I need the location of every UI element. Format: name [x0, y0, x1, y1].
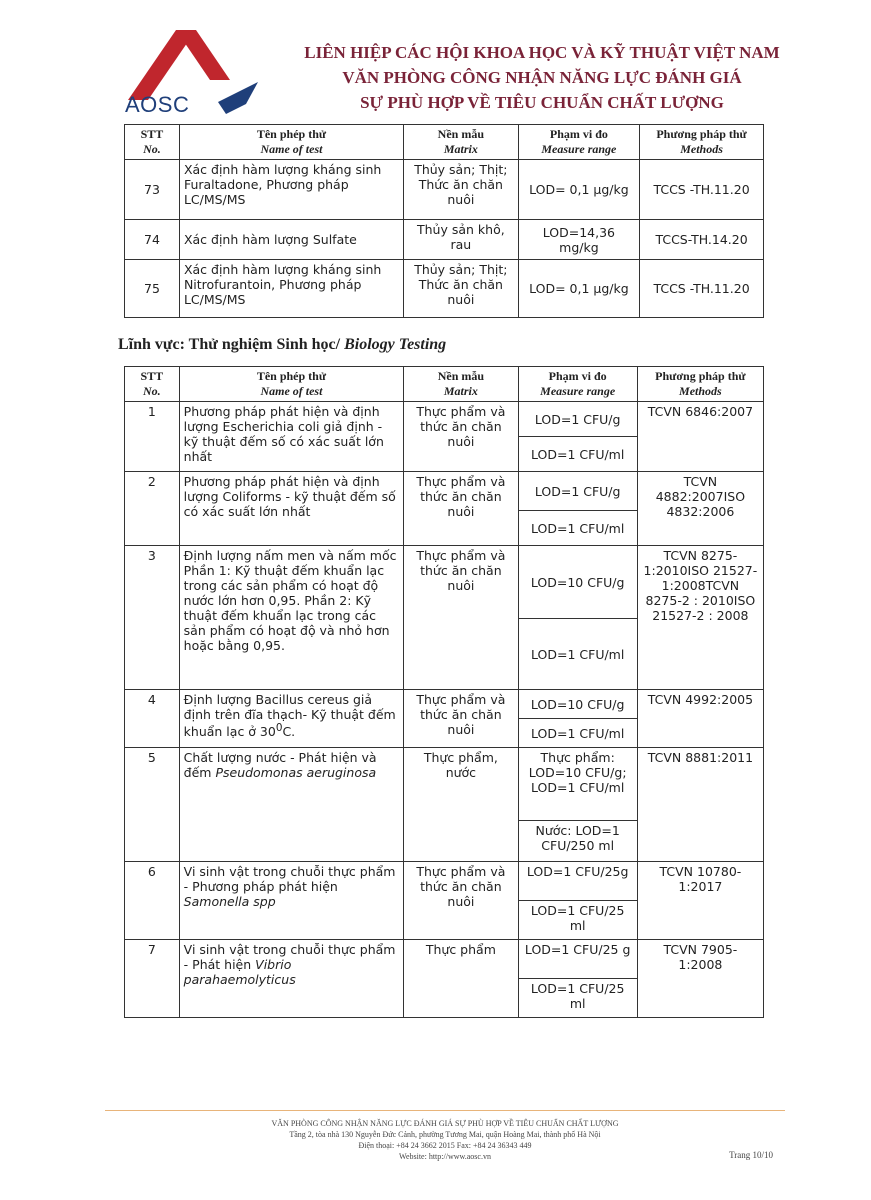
table-cell: Xác định hàm lượng kháng sinh Furaltadone, Phương pháp LC/MS/MS [179, 160, 403, 220]
table-cell: LOD=10 CFU/g [518, 546, 637, 619]
header-method: Phương pháp thử Methods [640, 125, 764, 160]
logo-text: AOSC [125, 92, 190, 117]
table-cell: TCVN 4882:2007ISO 4832:2006 [637, 472, 763, 546]
org-line-2: VĂN PHÒNG CÔNG NHẬN NĂNG LỰC ĐÁNH GIÁ [342, 68, 742, 87]
table-cell: 3 [125, 546, 180, 690]
table-cell: 73 [125, 160, 180, 220]
section-title: Lĩnh vực: Thử nghiệm Sinh học/ Biology Testing [118, 336, 447, 353]
footer-website: Website: http://www.aosc.vn [399, 1152, 491, 1161]
table-cell: LOD=1 CFU/ml [518, 511, 637, 546]
table-cell: LOD=1 CFU/ml [518, 619, 637, 690]
table-cell: Xác định hàm lượng Sulfate [179, 220, 403, 260]
table-cell: LOD=14,36 mg/kg [518, 220, 639, 260]
table-row [125, 160, 764, 220]
table-cell: Thực phẩm [404, 940, 518, 1018]
table-cell: Thực phẩm, nước [404, 748, 518, 862]
table-row [125, 220, 764, 260]
table-chemistry [124, 124, 764, 318]
header-range: Phạm vi đo Measure range [518, 367, 637, 402]
table-cell: 7 [125, 940, 180, 1018]
table-cell: LOD=1 CFU/25 g [518, 940, 637, 979]
table-cell: Phương pháp phát hiện và định lượng Coliforms - kỹ thuật đếm số có xác suất lớn nhất [179, 472, 404, 546]
table-cell: LOD=10 CFU/g [518, 690, 637, 719]
table-cell: TCCS -TH.11.20 [640, 260, 764, 318]
header-no: STT No. [125, 125, 180, 160]
table-cell: Thực phẩm: LOD=10 CFU/g; LOD=1 CFU/ml [518, 748, 637, 821]
footer-divider [105, 1110, 785, 1111]
table-cell: Thực phẩm và thức ăn chăn nuôi [404, 862, 518, 940]
table-cell: TCCS-TH.14.20 [640, 220, 764, 260]
table-cell: Thực phẩm và thức ăn chăn nuôi [404, 402, 518, 472]
table-row [125, 690, 764, 719]
test-name: Định lượng Bacillus cereus giả định trên đĩa thạch- Kỹ thuật đếm khuẩn lạc ở $30^0C$. [179, 690, 404, 748]
table-cell: TCVN 6846:2007 [637, 402, 763, 472]
table-cell: 75 [125, 260, 180, 318]
table-cell: TCVN 4992:2005 [637, 690, 763, 748]
header-name: Tên phép thử Name of test [179, 367, 404, 402]
table-row [125, 402, 764, 437]
page-number: Trang 10/10 [729, 1150, 773, 1160]
org-line-3: SỰ PHÙ HỢP VỀ TIÊU CHUẨN CHẤT LƯỢNG [360, 93, 724, 112]
table-cell: Thực phẩm và thức ăn chăn nuôi [404, 546, 518, 690]
table-cell: TCCS -TH.11.20 [640, 160, 764, 220]
table-cell: LOD=1 CFU/ml [518, 437, 637, 472]
table-cell: LOD= 0,1 µg/kg [518, 160, 639, 220]
test-name: Chất lượng nước - Phát hiện và đếm Pseudomonas aeruginosa [179, 748, 404, 862]
table-cell: Nước: LOD=1 CFU/250 ml [518, 821, 637, 862]
table-cell: 5 [125, 748, 180, 862]
table-cell: LOD=1 CFU/25 ml [518, 979, 637, 1018]
table-cell: LOD=1 CFU/25 ml [518, 901, 637, 940]
footer-phone: Điện thoại: +84 24 3662 2015 Fax: +84 24 36343 449 [358, 1141, 532, 1150]
header-name: Tên phép thử Name of test [179, 125, 403, 160]
table-cell: Thủy sản; Thịt; Thức ăn chăn nuôi [404, 160, 519, 220]
header-method: Phương pháp thử Methods [637, 367, 763, 402]
table-row [125, 748, 764, 821]
table-biology [124, 366, 764, 1018]
test-name: Vi sinh vật trong chuỗi thực phẩm - Phương pháp phát hiện Samonella spp [179, 862, 404, 940]
table-cell: Thực phẩm và thức ăn chăn nuôi [404, 472, 518, 546]
table-cell: Thủy sản; Thịt; Thức ăn chăn nuôi [404, 260, 519, 318]
table-cell: TCVN 8275-1:2010ISO 21527-1:2008TCVN 8275-2 : 2010ISO 21527-2 : 2008 [637, 546, 763, 690]
table-cell: LOD=1 CFU/g [518, 472, 637, 511]
table-cell: Định lượng nấm men và nấm mốc Phần 1: Kỹ thuật đếm khuẩn lạc trong các sản phẩm có hoạt độ nước lớn hơn 0,95. Phần 2: Kỹ thuật đếm khuẩn lạc trong các sản phẩm có hoạt độ và nhỏ hơn hoặc bằng 0,95. [179, 546, 404, 690]
table-row [125, 940, 764, 979]
header-matrix: Nền mẫu Matrix [404, 367, 518, 402]
table-row [125, 862, 764, 901]
table-row [125, 260, 764, 318]
table-cell: 1 [125, 402, 180, 472]
table-row [125, 546, 764, 619]
header-matrix: Nền mẫu Matrix [404, 125, 519, 160]
letterhead [0, 0, 871, 120]
table-row [125, 472, 764, 511]
table-header-row [125, 367, 764, 402]
table-cell: 2 [125, 472, 180, 546]
table-cell: Thủy sản khô, rau [404, 220, 519, 260]
table-cell: Thực phẩm và thức ăn chăn nuôi [404, 690, 518, 748]
table-cell: LOD= 0,1 µg/kg [518, 260, 639, 318]
header-no: STT No. [125, 367, 180, 402]
footer-org: VĂN PHÒNG CÔNG NHẬN NĂNG LỰC ĐÁNH GIÁ SỰ PHÙ HỢP VỀ TIÊU CHUẨN CHẤT LƯỢNG [271, 1119, 619, 1128]
table-cell: TCVN 10780-1:2017 [637, 862, 763, 940]
table-header-row [125, 125, 764, 160]
table-cell: Phương pháp phát hiện và định lượng Escherichia coli giả định - kỹ thuật đếm số có xác suất lớn nhất [179, 402, 404, 472]
table-cell: LOD=1 CFU/g [518, 402, 637, 437]
table-cell: 6 [125, 862, 180, 940]
table-cell: 4 [125, 690, 180, 748]
footer-address: Tầng 2, tòa nhà 130 Nguyễn Đức Cảnh, phường Tương Mai, quận Hoàng Mai, thành phố Hà Nội [289, 1130, 601, 1139]
table-cell: LOD=1 CFU/25g [518, 862, 637, 901]
table-cell: TCVN 7905-1:2008 [637, 940, 763, 1018]
footer [100, 1118, 790, 1162]
table-cell: TCVN 8881:2011 [637, 748, 763, 862]
table-cell: LOD=1 CFU/ml [518, 719, 637, 748]
table-cell: Xác định hàm lượng kháng sinh Nitrofurantoin, Phương pháp LC/MS/MS [179, 260, 403, 318]
organization-name [272, 40, 812, 115]
test-name: Vi sinh vật trong chuỗi thực phẩm - Phát hiện Vibrio parahaemolyticus [179, 940, 404, 1018]
org-line-1: LIÊN HIỆP CÁC HỘI KHOA HỌC VÀ KỸ THUẬT VIỆT NAM [304, 43, 780, 62]
table-cell: 74 [125, 220, 180, 260]
header-range: Phạm vi đo Measure range [518, 125, 639, 160]
